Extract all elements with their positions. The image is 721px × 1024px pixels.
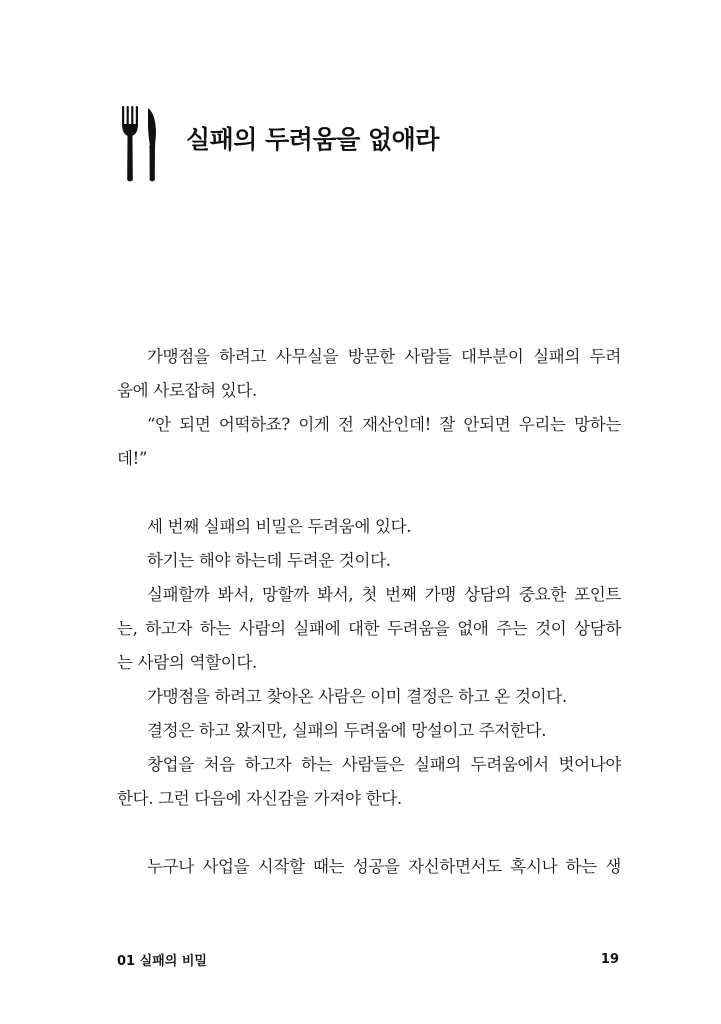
fork-knife-icon xyxy=(120,104,164,184)
page-number: 19 xyxy=(600,951,619,967)
blank-line xyxy=(117,816,621,850)
paragraph-line: 세 번째 실패의 비밀은 두려움에 있다. xyxy=(147,517,412,536)
paragraph-line: 한다. 그런 다음에 자신감을 가져야 한다. xyxy=(117,789,402,808)
body-text xyxy=(117,340,621,884)
paragraph-line: 는 사람의 역할이다. xyxy=(117,653,257,672)
paragraph-line: 실패할까 봐서, 망할까 봐서, 첫 번째 가맹 상담의 중요한 포인트 xyxy=(147,585,621,604)
paragraph-line: 누구나 사업을 시작할 때는 성공을 자신하면서도 혹시나 하는 생 xyxy=(147,857,621,876)
blank-line xyxy=(117,476,621,510)
paragraph-line: 가맹점을 하려고 사무실을 방문한 사람들 대부분이 실패의 두려 xyxy=(147,347,621,366)
paragraph-line: 는, 하고자 하는 사람의 실패에 대한 두려움을 없애 주는 것이 상담하 xyxy=(117,619,621,638)
paragraph-line: 움에 사로잡혀 있다. xyxy=(117,381,257,400)
paragraph-line: “안 되면 어떡하죠? 이게 전 재산인데! 잘 안되면 우리는 망하는 xyxy=(147,415,621,434)
paragraph-line: 데!” xyxy=(117,449,148,468)
paragraph-line: 하기는 해야 하는데 두려운 것이다. xyxy=(147,551,391,570)
paragraph-line: 창업을 처음 하고자 하는 사람들은 실패의 두려움에서 벗어나야 xyxy=(147,755,621,774)
footer-section-title: 01 실패의 비밀 xyxy=(117,953,207,969)
paragraph-line: 가맹점을 하려고 찾아온 사람은 이미 결정은 하고 온 것이다. xyxy=(147,687,567,706)
chapter-title: 실패의 두려움을 없애라 xyxy=(186,125,439,154)
paragraph-line: 결정은 하고 왔지만, 실패의 두려움에 망설이고 주저한다. xyxy=(147,721,547,740)
chapter-heading xyxy=(120,104,439,184)
page-footer xyxy=(117,948,619,970)
